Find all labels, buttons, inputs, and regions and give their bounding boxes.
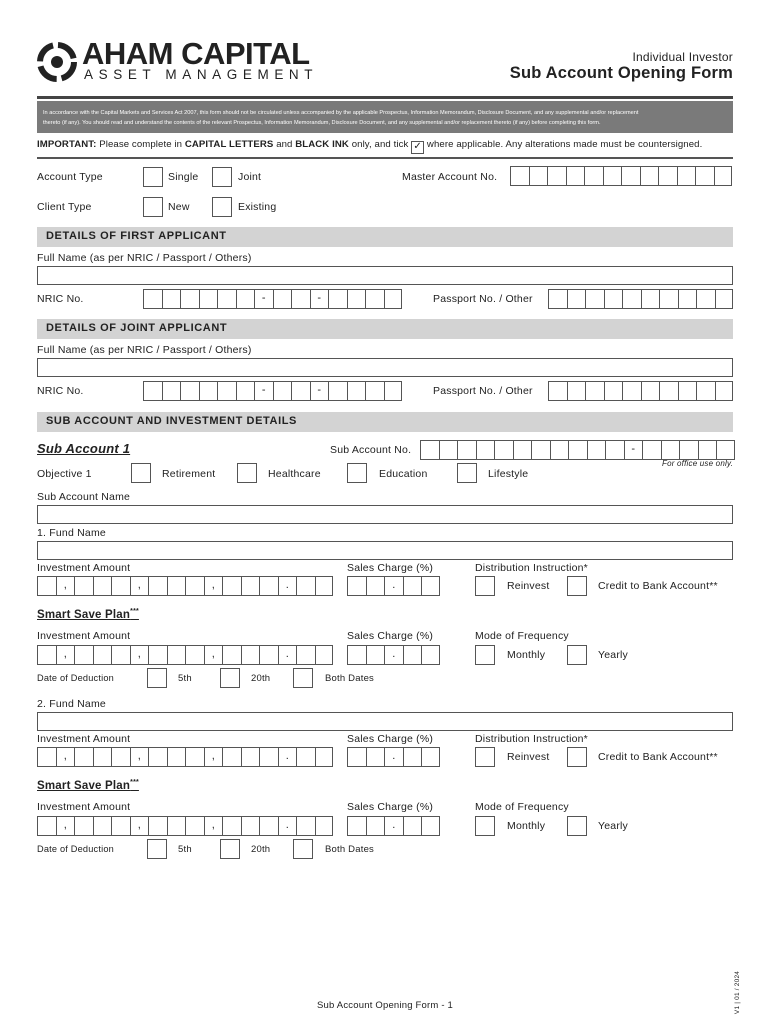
important-text-4: where applicable. Any alterations made must be countersigned. [426, 139, 703, 150]
lifestyle-label: Lifestyle [488, 468, 529, 480]
fund1-sales-charge-input[interactable]: . [347, 576, 440, 596]
fund2-name-label: 2. Fund Name [37, 698, 106, 710]
important-black-ink: BLACK INK [295, 139, 349, 150]
fund2-distribution-label: Distribution Instruction* [475, 733, 588, 745]
account-type-label: Account Type [37, 171, 103, 183]
version-stamp: V1 | 01 / 2024 [734, 970, 742, 1015]
fund1-investment-amount-label: Investment Amount [37, 562, 131, 574]
fund2-name-input[interactable] [37, 712, 733, 731]
logo-sub-text: ASSET MANAGEMENT [84, 67, 319, 82]
fund1-date-label: Date of Deduction [37, 673, 114, 683]
lifestyle-checkbox[interactable] [457, 463, 477, 483]
notice-line-1: In accordance with the Capital Markets and Services Act 2007, this form should not be circulated unless accompanied by the applicable Prospectus, Information Memorandum, Disclosure Document, and any supplemental and/or replacement [43, 110, 639, 116]
joint-nric-label: NRIC No. [37, 385, 84, 397]
fund1-both-label: Both Dates [325, 673, 374, 684]
fund1-distribution-label: Distribution Instruction* [475, 562, 588, 574]
fund1-5th-checkbox[interactable] [147, 668, 167, 688]
fund2-sales-charge-input[interactable]: . [347, 747, 440, 767]
fund2-credit-checkbox[interactable] [567, 747, 587, 767]
joint-applicant-heading [37, 319, 733, 339]
fund2-sales-charge-label: Sales Charge (%) [347, 733, 434, 745]
fund2-ssp-sales-charge-input[interactable]: . [347, 816, 440, 836]
fund2-reinvest-label: Reinvest [507, 751, 550, 763]
fund1-both-checkbox[interactable] [293, 668, 313, 688]
fund1-ssp-sales-charge-input[interactable]: . [347, 645, 440, 665]
fund1-ssp-sales-charge-label: Sales Charge (%) [347, 630, 434, 642]
fund2-monthly-checkbox[interactable] [475, 816, 495, 836]
joint-passport-input[interactable] [548, 381, 733, 401]
existing-client-label: Existing [238, 201, 277, 213]
first-nric-label: NRIC No. [37, 293, 84, 305]
fund1-mode-label: Mode of Frequency [475, 630, 569, 642]
important-line [37, 139, 702, 154]
version-stamp-wrap [734, 965, 754, 1025]
aham-logo-icon [37, 42, 77, 82]
joint-fullname-label: Full Name (as per NRIC / Passport / Others) [37, 344, 252, 356]
fund1-name-input[interactable] [37, 541, 733, 560]
first-applicant-heading-text: DETAILS OF FIRST APPLICANT [46, 230, 227, 242]
important-label: IMPORTANT: [37, 139, 97, 150]
fund1-monthly-label: Monthly [507, 649, 546, 661]
fund2-ssp-title-text: Smart Save Plan [37, 779, 131, 792]
fund1-yearly-label: Yearly [598, 649, 628, 661]
single-checkbox[interactable] [143, 167, 163, 187]
sub-account-no-input[interactable]: - [420, 440, 735, 460]
investor-type: Individual Investor [632, 50, 733, 64]
fund1-name-label: 1. Fund Name [37, 527, 106, 539]
retirement-checkbox[interactable] [131, 463, 151, 483]
fund1-credit-label: Credit to Bank Account** [598, 580, 718, 592]
fund1-sales-charge-label: Sales Charge (%) [347, 562, 434, 574]
first-fullname-input[interactable] [37, 266, 733, 285]
fund2-monthly-label: Monthly [507, 820, 546, 832]
fund2-date-label: Date of Deduction [37, 844, 114, 854]
joint-label: Joint [238, 171, 262, 183]
fund2-20th-checkbox[interactable] [220, 839, 240, 859]
fund1-ssp-title-text: Smart Save Plan [37, 608, 131, 621]
fund1-20th-checkbox[interactable] [220, 668, 240, 688]
first-nric-input[interactable]: - - [143, 289, 402, 309]
fund1-investment-amount-input[interactable]: , , , . [37, 576, 333, 596]
healthcare-label: Healthcare [268, 468, 321, 480]
joint-nric-input[interactable]: - - [143, 381, 402, 401]
single-label: Single [168, 171, 199, 183]
important-text-2: and [276, 139, 293, 150]
first-fullname-label: Full Name (as per NRIC / Passport / Others) [37, 252, 252, 264]
fund2-ssp-title [37, 779, 139, 792]
fund2-investment-amount-label: Investment Amount [37, 733, 131, 745]
fund2-yearly-label: Yearly [598, 820, 628, 832]
healthcare-checkbox[interactable] [237, 463, 257, 483]
form-title: Sub Account Opening Form [509, 64, 733, 82]
fund2-both-checkbox[interactable] [293, 839, 313, 859]
fund2-ssp-sup: *** [130, 779, 139, 786]
fund1-monthly-checkbox[interactable] [475, 645, 495, 665]
fund2-both-label: Both Dates [325, 844, 374, 855]
new-client-label: New [168, 201, 190, 213]
page-footer: Sub Account Opening Form - 1 [316, 1000, 454, 1011]
fund2-ssp-amount-label: Investment Amount [37, 801, 131, 813]
header-rule [37, 96, 733, 99]
fund2-credit-label: Credit to Bank Account** [598, 751, 718, 763]
fund1-ssp-sup: *** [130, 608, 139, 615]
fund2-yearly-checkbox[interactable] [567, 816, 587, 836]
fund2-5th-checkbox[interactable] [147, 839, 167, 859]
objective-label: Objective 1 [37, 468, 92, 480]
education-label: Education [379, 468, 428, 480]
fund1-reinvest-label: Reinvest [507, 580, 550, 592]
notice-box [37, 101, 733, 133]
sub-account-title: Sub Account 1 [37, 441, 131, 456]
first-applicant-heading [37, 227, 733, 247]
sub-account-name-input[interactable] [37, 505, 733, 524]
important-text-1: Please complete in [99, 139, 183, 150]
retirement-label: Retirement [162, 468, 216, 480]
joint-fullname-input[interactable] [37, 358, 733, 377]
sub-account-no-label: Sub Account No. [330, 444, 412, 456]
first-passport-label: Passport No. / Other [433, 293, 533, 305]
joint-passport-label: Passport No. / Other [433, 385, 533, 397]
fund2-20th-label: 20th [251, 844, 271, 855]
notice-line-2: thereto (if any). You should read and understand the contents of the relevant Prospectus, Information Memorandum, Disclosure Document, and any supplemental and/or replacement thereto (if any) before completing this form. [43, 120, 601, 126]
joint-applicant-heading-text: DETAILS OF JOINT APPLICANT [46, 322, 228, 334]
logo-main-text: AHAM CAPITAL [82, 36, 310, 71]
fund1-yearly-checkbox[interactable] [567, 645, 587, 665]
important-capital: CAPITAL LETTERS [184, 139, 274, 150]
client-type-label: Client Type [37, 201, 92, 213]
fund1-ssp-title [37, 608, 139, 621]
fund2-mode-label: Mode of Frequency [475, 801, 569, 813]
investment-heading [37, 412, 733, 432]
investment-heading-text: SUB ACCOUNT AND INVESTMENT DETAILS [46, 415, 297, 427]
fund1-credit-checkbox[interactable] [567, 576, 587, 596]
important-rule [37, 157, 733, 159]
fund2-ssp-sales-charge-label: Sales Charge (%) [347, 801, 434, 813]
first-passport-input[interactable] [548, 289, 733, 309]
sub-account-name-label: Sub Account Name [37, 491, 131, 503]
existing-client-checkbox[interactable] [212, 197, 232, 217]
joint-checkbox[interactable] [212, 167, 232, 187]
fund1-ssp-amount-input[interactable]: , , , . [37, 645, 333, 665]
master-account-label: Master Account No. [402, 171, 498, 183]
tick-example-icon: ✓ [411, 141, 424, 154]
fund1-20th-label: 20th [251, 673, 271, 684]
office-use-note: For office use only. [662, 459, 733, 468]
education-checkbox[interactable] [347, 463, 367, 483]
fund1-reinvest-checkbox[interactable] [475, 576, 495, 596]
fund1-ssp-amount-label: Investment Amount [37, 630, 131, 642]
fund2-5th-label: 5th [178, 844, 192, 855]
fund2-investment-amount-input[interactable]: , , , . [37, 747, 333, 767]
important-text-3: only, and tick [351, 139, 409, 150]
fund2-reinvest-checkbox[interactable] [475, 747, 495, 767]
fund1-5th-label: 5th [178, 673, 192, 684]
fund2-ssp-amount-input[interactable]: , , , . [37, 816, 333, 836]
new-client-checkbox[interactable] [143, 197, 163, 217]
master-account-input[interactable] [510, 166, 732, 186]
